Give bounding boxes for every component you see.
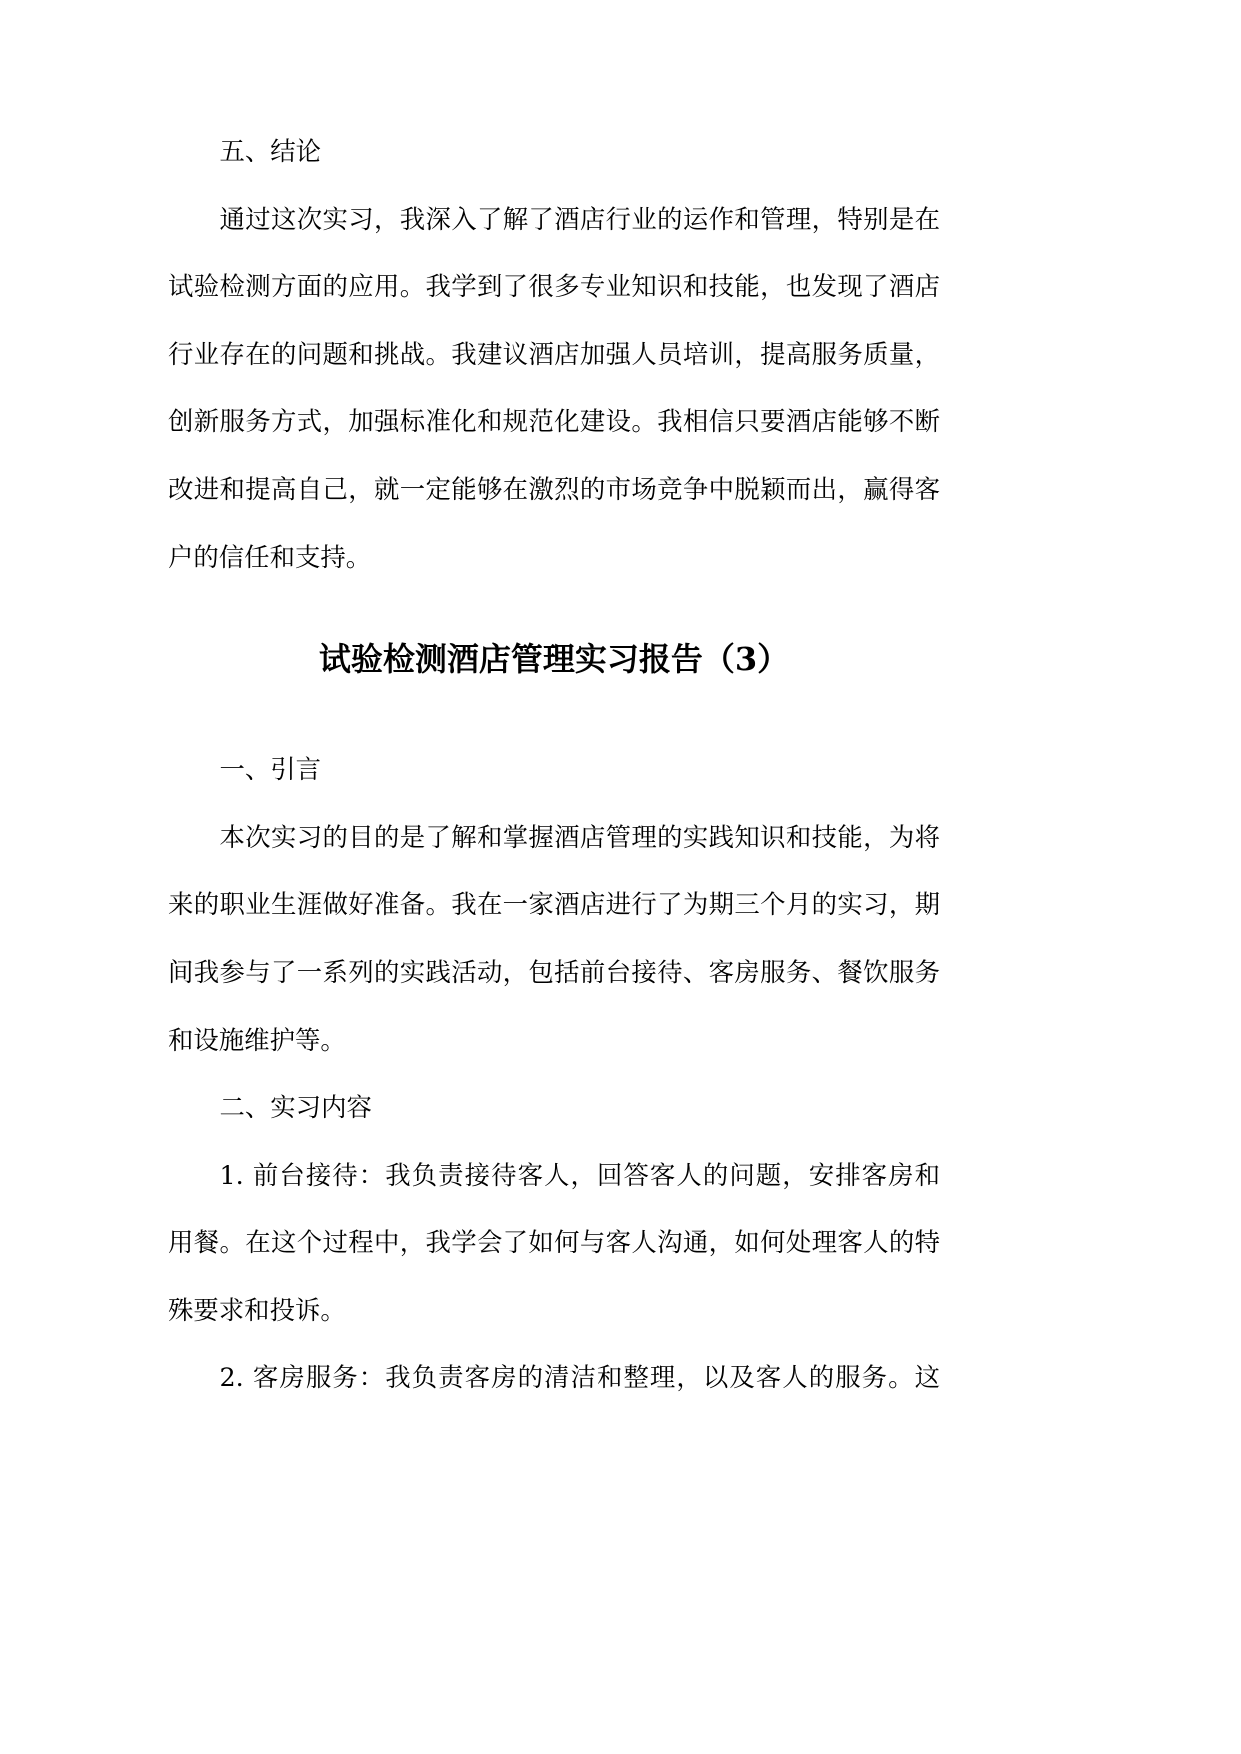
paragraph-line: 来的职业生涯做好准备。我在一家酒店进行了为期三个月的实习，期 — [168, 889, 940, 920]
list-item-number: 1. — [219, 1159, 244, 1190]
introduction-section — [168, 736, 940, 1074]
paragraph-line: 用餐。在这个过程中，我学会了如何与客人沟通，如何处理客人的特 — [168, 1227, 940, 1258]
report-title: 试验检测酒店管理实习报告（3） — [318, 640, 790, 679]
list-item-text: 前台接待：我负责接待客人，回答客人的问题，安排客房和 — [252, 1159, 940, 1190]
section-heading: 二、实习内容 — [219, 1092, 372, 1123]
paragraph-line: 创新服务方式，加强标准化和规范化建设。我相信只要酒店能够不断 — [168, 406, 940, 437]
section-heading: 五、结论 — [219, 136, 322, 166]
document-body — [168, 118, 940, 1412]
internship-content-section — [168, 1074, 940, 1412]
paragraph-line: 户的信任和支持。 — [168, 541, 372, 572]
list-item-text: 客房服务：我负责客房的清洁和整理，以及客人的服务。这 — [252, 1362, 940, 1393]
section-heading: 一、引言 — [219, 754, 322, 785]
paragraph-line: 改进和提高自己，就一定能够在激烈的市场竞争中脱颖而出，赢得客 — [168, 473, 940, 504]
conclusion-section — [168, 118, 940, 591]
paragraph-line: 试验检测方面的应用。我学到了很多专业知识和技能，也发现了酒店 — [168, 271, 940, 302]
paragraph-line: 间我参与了一系列的实践活动，包括前台接待、客房服务、餐饮服务 — [168, 956, 940, 987]
paragraph-line: 行业存在的问题和挑战。我建议酒店加强人员培训，提高服务质量， — [168, 338, 940, 369]
list-item-first-line — [168, 1142, 940, 1210]
paragraph-line: 和设施维护等。 — [168, 1024, 346, 1055]
list-item — [168, 1142, 940, 1345]
list-item — [168, 1344, 940, 1412]
list-item-number: 2. — [219, 1362, 244, 1393]
paragraph-line: 本次实习的目的是了解和掌握酒店管理的实践知识和技能，为将 — [219, 821, 940, 852]
paragraph-line: 殊要求和投诉。 — [168, 1294, 346, 1325]
list-item-first-line — [168, 1344, 940, 1412]
paragraph-line: 通过这次实习，我深入了解了酒店行业的运作和管理，特别是在 — [219, 203, 940, 234]
